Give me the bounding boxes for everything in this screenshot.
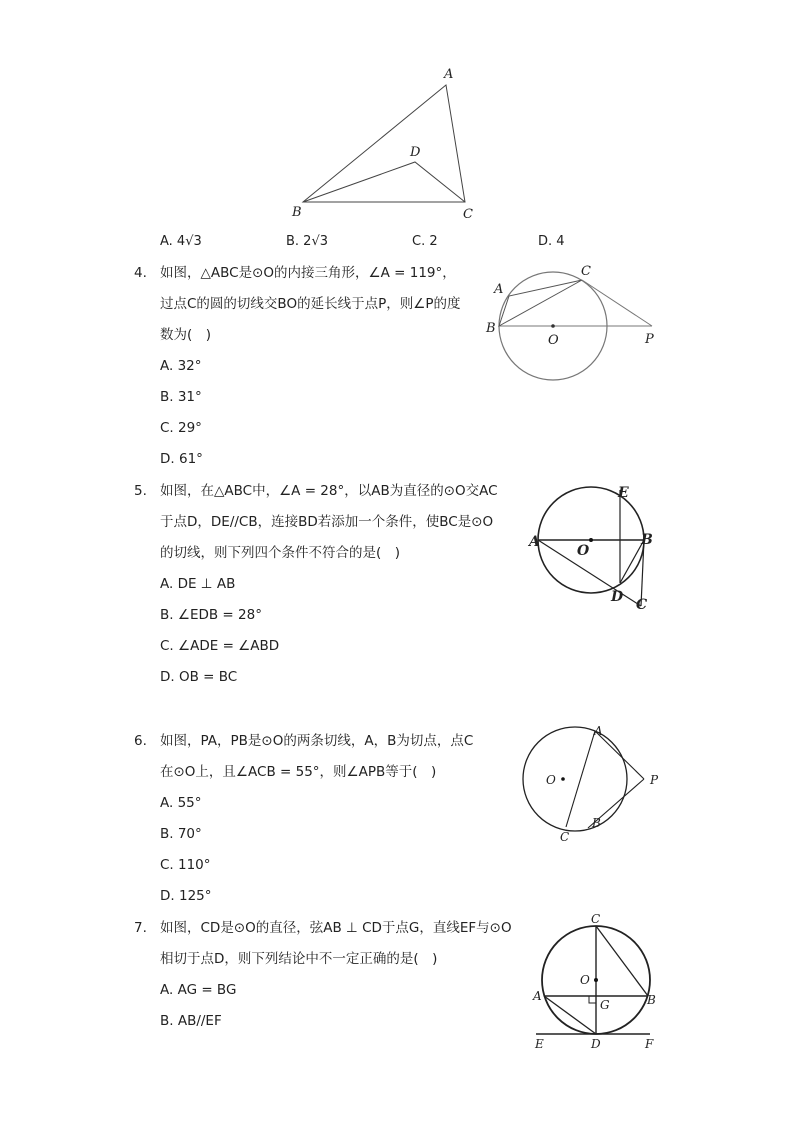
q7-stem-line-1: 如图，CD是⊙O的直径，弦AB ⊥ CD于点G，直线EF与⊙O xyxy=(160,920,512,936)
q5-number: 5. xyxy=(134,483,147,499)
q6-circle-diagram xyxy=(508,724,668,848)
q7-label-c: C xyxy=(591,912,601,926)
q4-option-c[interactable]: C. 29° xyxy=(160,420,202,436)
q7-label-b: B xyxy=(647,993,656,1007)
q3-option-b[interactable]: B. 2√3 xyxy=(286,234,329,249)
q6-option-c[interactable]: C. 110° xyxy=(160,857,211,873)
q5-label-b: B xyxy=(641,532,653,548)
q5-label-a: A xyxy=(529,534,540,550)
q5-option-c[interactable]: C. ∠ADE = ∠ABD xyxy=(160,638,280,654)
q5-figure xyxy=(524,478,664,612)
q4-circle-diagram xyxy=(484,258,674,386)
q6-number: 6. xyxy=(134,733,147,749)
q7-label-a: A xyxy=(533,989,542,1003)
q3-figure xyxy=(280,60,490,225)
q5-option-d[interactable]: D. OB = BC xyxy=(160,669,238,685)
q3-option-c[interactable]: C. 2 xyxy=(412,234,438,249)
q7-option-b[interactable]: B. AB//EF xyxy=(160,1013,222,1029)
q7-number: 7. xyxy=(134,920,147,936)
q7-stem-line-2: 相切于点D，则下列结论中不一定正确的是( ) xyxy=(160,951,438,967)
q3-option-d[interactable]: D. 4 xyxy=(538,234,565,249)
q5-label-d: D xyxy=(611,589,624,605)
q6-stem-line-1: 如图，PA，PB是⊙O的两条切线，A，B为切点，点C xyxy=(160,733,474,749)
q5-circle-diagram xyxy=(524,478,664,612)
q7-label-o: O xyxy=(580,973,590,987)
q3-option-a[interactable]: A. 4√3 xyxy=(160,234,202,249)
q3-label-b: B xyxy=(292,205,302,220)
q4-option-a[interactable]: A. 32° xyxy=(160,358,202,374)
q4-option-d[interactable]: D. 61° xyxy=(160,451,203,467)
q4-number: 4. xyxy=(134,265,147,281)
q5-label-o: O xyxy=(577,543,590,559)
q4-stem-line-2: 过点C的圆的切线交BO的延长线于点P，则∠P的度 xyxy=(160,296,461,312)
q4-label-p: P xyxy=(645,332,654,347)
q4-label-c: C xyxy=(581,264,591,279)
q6-figure xyxy=(508,724,668,848)
q5-stem-line-3: 的切线，则下列四个条件不符合的是( ) xyxy=(160,545,401,561)
q7-circle-diagram xyxy=(530,912,665,1052)
q4-stem-line-3: 数为( ) xyxy=(160,327,212,343)
q7-label-e: E xyxy=(535,1037,544,1051)
q3-triangle-diagram xyxy=(280,60,490,225)
q5-stem-line-2: 于点D，DE//CB，连接BD若添加一个条件，使BC是⊙O xyxy=(160,514,494,530)
q4-label-o: O xyxy=(548,333,559,348)
q5-stem-line-1: 如图，在△ABC中，∠A = 28°，以AB为直径的⊙O交AC xyxy=(160,483,498,499)
q6-label-b: B xyxy=(592,816,601,830)
q6-option-d[interactable]: D. 125° xyxy=(160,888,212,904)
q7-label-f: F xyxy=(645,1037,654,1051)
q6-label-c: C xyxy=(560,830,570,844)
q6-option-b[interactable]: B. 70° xyxy=(160,826,202,842)
q4-figure xyxy=(484,258,674,386)
q6-label-p: P xyxy=(650,773,659,787)
q5-label-e: E xyxy=(618,485,629,501)
q5-label-c: C xyxy=(636,597,648,613)
q4-stem-line-1: 如图，△ABC是⊙O的内接三角形，∠A = 119°， xyxy=(160,265,456,281)
q7-label-d: D xyxy=(591,1037,601,1051)
q3-label-d: D xyxy=(410,145,421,160)
q4-option-b[interactable]: B. 31° xyxy=(160,389,202,405)
q5-option-a[interactable]: A. DE ⊥ AB xyxy=(160,576,236,592)
q7-figure xyxy=(530,912,665,1052)
q5-option-b[interactable]: B. ∠EDB = 28° xyxy=(160,607,262,623)
q7-label-g: G xyxy=(600,998,610,1012)
q6-option-a[interactable]: A. 55° xyxy=(160,795,202,811)
q4-label-a: A xyxy=(494,282,504,297)
q3-label-a: A xyxy=(444,67,454,82)
q4-label-b: B xyxy=(486,321,496,336)
q6-label-a: A xyxy=(594,724,603,738)
q7-option-a[interactable]: A. AG = BG xyxy=(160,982,237,998)
q6-label-o: O xyxy=(546,773,556,787)
q3-label-c: C xyxy=(463,207,473,222)
q6-stem-line-2: 在⊙O上，且∠ACB = 55°，则∠APB等于( ) xyxy=(160,764,437,780)
